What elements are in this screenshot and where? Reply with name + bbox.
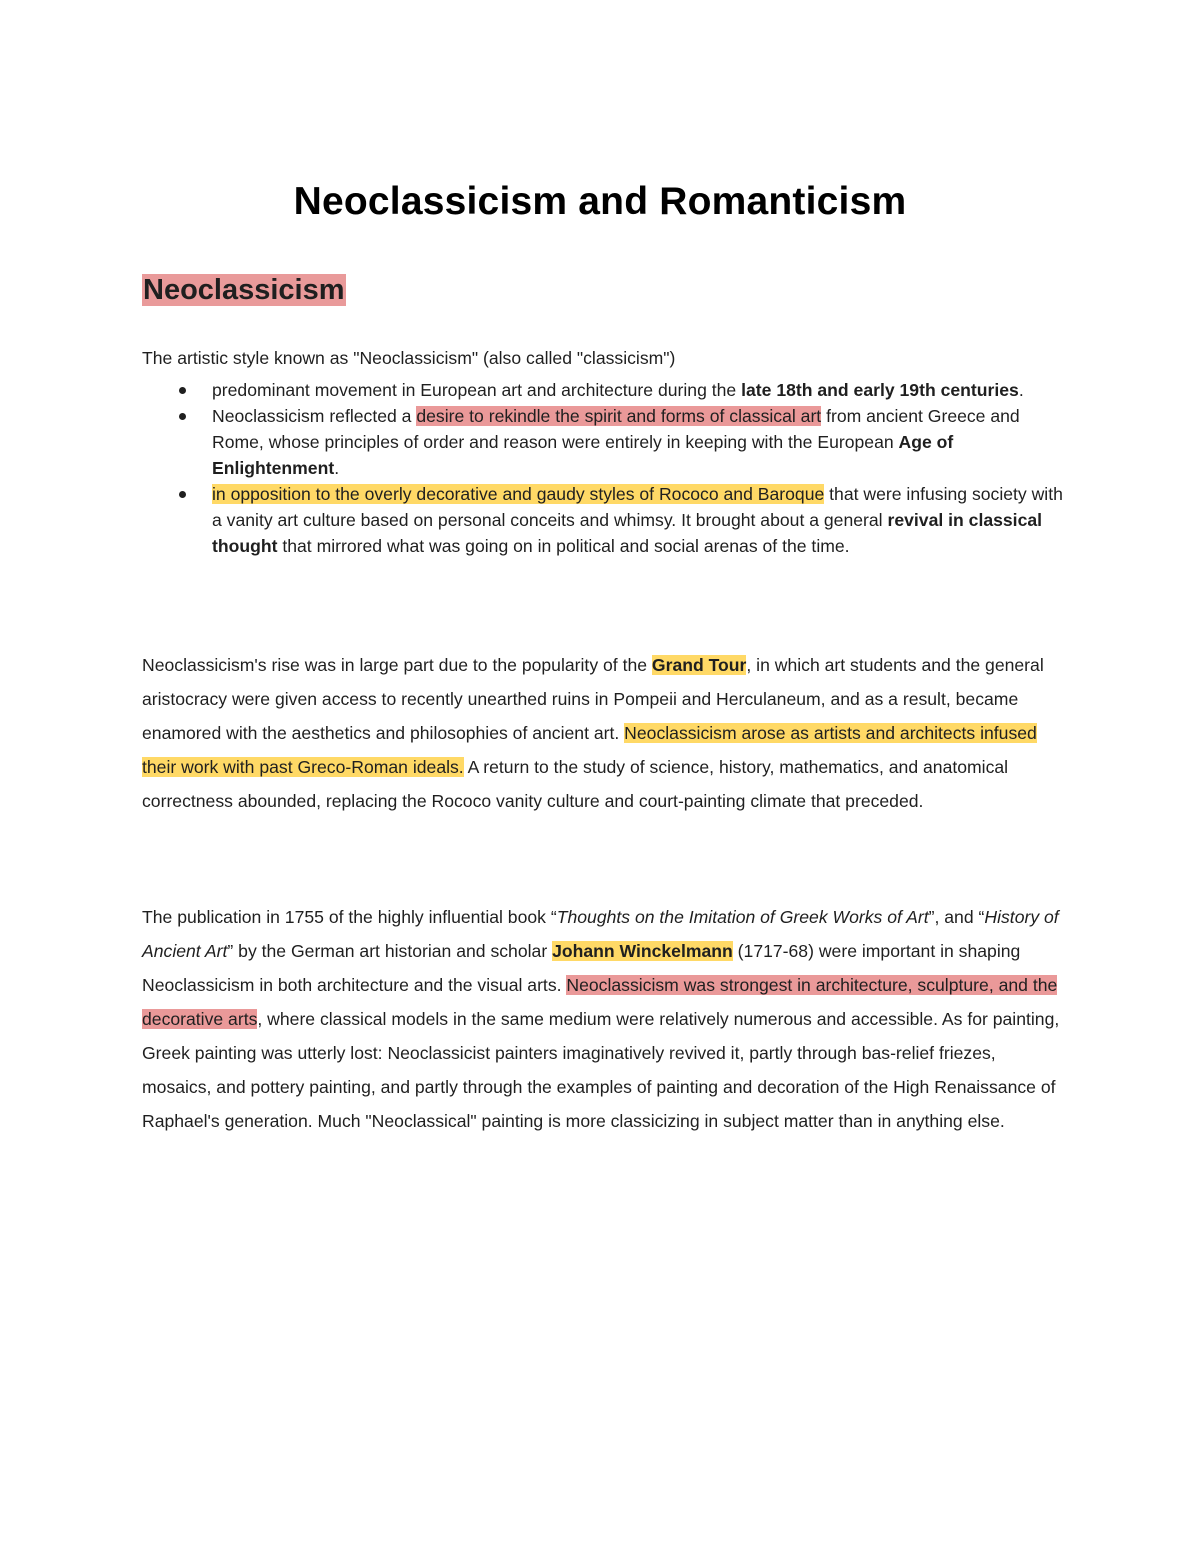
paragraph-text: (1717-68) were important in shaping Neoclassicism in both architecture and the visual arts. [142, 941, 1021, 995]
section-heading-text: Neoclassicism [143, 274, 345, 306]
paragraph-text: A return to the study of science, history, mathematics, and anatomical correctness abounded, replacing the Rococo vanity culture and court-painting climate that preceded. [142, 757, 1009, 811]
bullet-text: predominant movement in European art and architecture during the [212, 380, 742, 400]
book-title-italic: History of Ancient Art [142, 907, 1059, 961]
bullet-list [142, 377, 1072, 559]
paragraph-text: , where classical models in the same medium were relatively numerous and accessible. As for painting, Greek painting was utterly lost: Neoclassicist painters imaginatively revived it, partly through bas-relief friezes, mosaics, and pottery painting, and partly through the examples of painting and decoration of the High Renaissance of Raphael's generation. Much "Neoclassical" painting is more classicizing in subject matter than in anything else. [142, 1009, 1060, 1131]
bullet-item [142, 481, 1072, 559]
bullet-text: . [334, 458, 340, 478]
yellow-highlight: Neoclassicism arose as artists and architects infused their work with past Greco-Roman ideals. [142, 723, 1037, 777]
red-highlight: desire to rekindle the spirit and forms of classical art [416, 406, 822, 426]
paragraph-text: ” by the German art historian and scholar [227, 941, 553, 961]
document-title: Neoclassicism and Romanticism [293, 180, 907, 223]
bullet-text: from ancient Greece and Rome, whose principles of order and reason were entirely in keeping with the European [212, 406, 1020, 452]
paragraph-grand-tour [142, 648, 1067, 818]
bullet-dot-icon [179, 413, 186, 420]
paragraph-text: , in which art students and the general aristocracy were given access to recently unearthed ruins in Pompeii and Herculaneum, and as a result, became enamored with the aesthetics and philosophies of ancient art. [142, 655, 1044, 743]
paragraph-text: The publication in 1755 of the highly influential book “ [142, 907, 557, 927]
bullet-text: . [1018, 380, 1024, 400]
yellow-highlight: in opposition to the overly decorative and gaudy styles of Rococo and Baroque [212, 484, 825, 504]
paragraph-winckelmann [142, 900, 1067, 1138]
bullet-item [142, 403, 1072, 481]
section-heading-neoclassicism [142, 272, 346, 308]
bullet-dot-icon [179, 387, 186, 394]
bold-phrase: late 18th and early 19th centuries [741, 380, 1019, 400]
bold-phrase: Age of Enlightenment [212, 432, 954, 478]
bullet-text: that mirrored what was going on in political and social arenas of the time. [277, 536, 850, 556]
bullet-text: that were infusing society with a vanity art culture based on personal conceits and whimsy. It brought about a general [212, 484, 1063, 530]
bold-yellow-highlight: Johann Winckelmann [552, 941, 733, 961]
intro-line: The artistic style known as "Neoclassicism" (also called "classicism") [142, 348, 676, 368]
paragraph-text: Neoclassicism's rise was in large part due to the popularity of the [142, 655, 652, 675]
bold-phrase: revival in classical thought [212, 510, 1043, 556]
bullet-item [142, 377, 1072, 403]
bullet-text: Neoclassicism reflected a [212, 406, 417, 426]
paragraph-text: ”, and “ [928, 907, 985, 927]
red-highlight: Neoclassicism was strongest in architecture, sculpture, and the decorative arts [142, 975, 1058, 1029]
bold-yellow-highlight: Grand Tour [651, 655, 747, 675]
book-title-italic: Thoughts on the Imitation of Greek Works of Art [556, 907, 929, 927]
bullet-dot-icon [179, 491, 186, 498]
